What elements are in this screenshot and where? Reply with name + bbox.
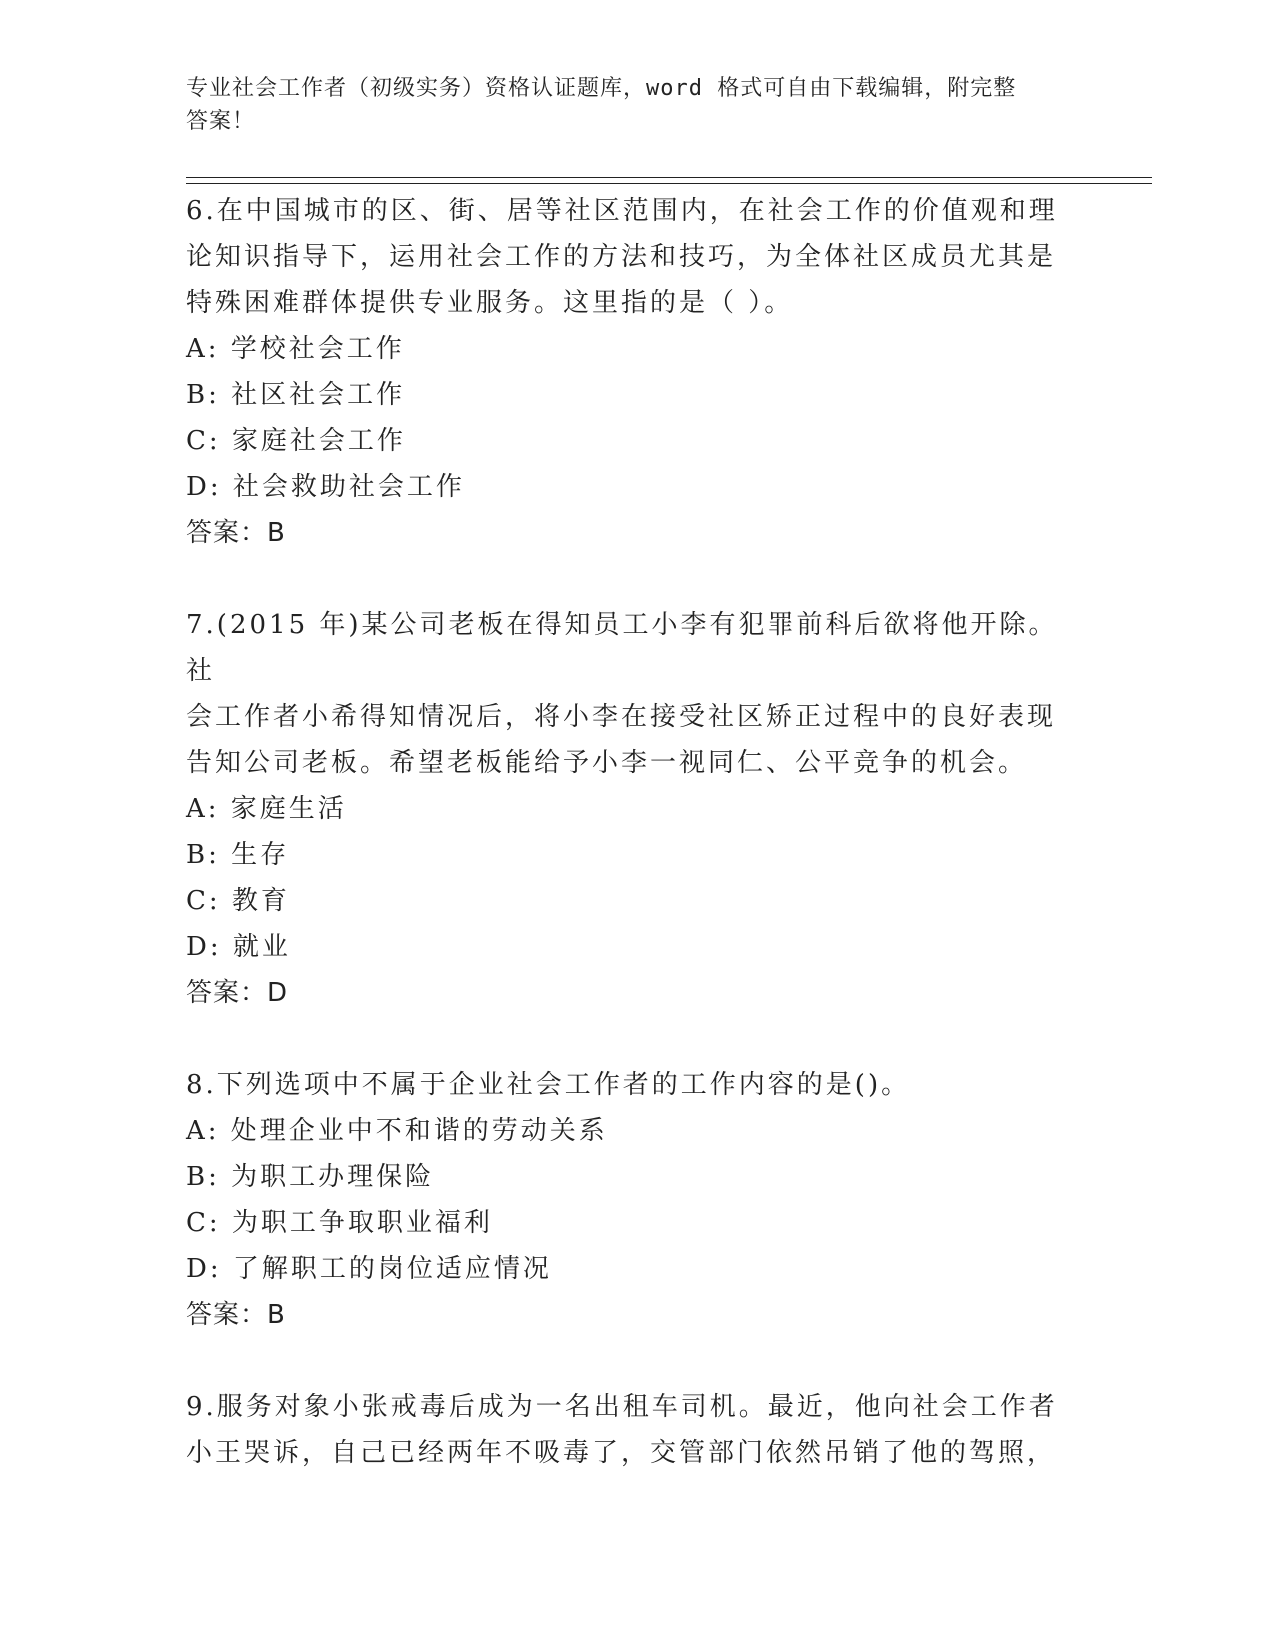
option-d: D: 社会救助社会工作 — [186, 472, 465, 502]
question-6 — [186, 188, 1086, 556]
answer: 答案：B — [186, 518, 286, 548]
option-b: B: 生存 — [186, 840, 290, 870]
question-stem-line: 小王哭诉，自己已经两年不吸毒了，交管部门依然吊销了他的驾照， — [186, 1438, 1057, 1468]
option-d: D: 了解职工的岗位适应情况 — [186, 1254, 552, 1284]
option-c: C: 为职工争取职业福利 — [186, 1208, 493, 1238]
option-a: A: 学校社会工作 — [186, 334, 405, 364]
document-header — [186, 72, 1066, 138]
question-stem-line: 6.在中国城市的区、街、居等社区范围内，在社会工作的价值观和理 — [186, 196, 1058, 226]
question-7 — [186, 602, 1086, 1016]
question-stem-line: 告知公司老板。希望老板能给予小李一视同仁、公平竞争的机会。 — [186, 748, 1028, 778]
spacer — [186, 556, 1086, 602]
header-line-2: 答案！ — [186, 109, 256, 134]
question-stem-line: 8.下列选项中不属于企业社会工作者的工作内容的是()。 — [186, 1070, 911, 1100]
spacer — [186, 1016, 1086, 1062]
header-rule-top — [186, 177, 1152, 178]
option-b: B: 为职工办理保险 — [186, 1162, 435, 1192]
question-stem-line: 论知识指导下，运用社会工作的方法和技巧，为全体社区成员尤其是 — [186, 242, 1057, 272]
question-9 — [186, 1384, 1086, 1476]
option-b: B: 社区社会工作 — [186, 380, 406, 410]
answer: 答案：B — [186, 1300, 286, 1330]
question-8 — [186, 1062, 1086, 1338]
header-line-1: 专业社会工作者（初级实务）资格认证题库，word 格式可自由下载编辑，附完整 — [186, 76, 1017, 101]
question-stem-line: 7.(2015 年)某公司老板在得知员工小李有犯罪前科后欲将他开除。社 — [186, 610, 1058, 686]
option-c: C: 教育 — [186, 886, 290, 916]
question-stem-line: 9.服务对象小张戒毒后成为一名出租车司机。最近，他向社会工作者 — [186, 1392, 1058, 1422]
answer: 答案：D — [186, 978, 289, 1008]
option-c: C: 家庭社会工作 — [186, 426, 406, 456]
header-rule-bottom — [186, 183, 1152, 184]
option-d: D: 就业 — [186, 932, 291, 962]
option-a: A: 处理企业中不和谐的劳动关系 — [186, 1116, 608, 1146]
spacer — [186, 1338, 1086, 1384]
question-stem-line: 特殊困难群体提供专业服务。这里指的是（ ）。 — [186, 288, 794, 318]
option-a: A: 家庭生活 — [186, 794, 347, 824]
question-list — [186, 188, 1086, 1476]
question-stem-line: 会工作者小希得知情况后，将小李在接受社区矫正过程中的良好表现 — [186, 702, 1057, 732]
